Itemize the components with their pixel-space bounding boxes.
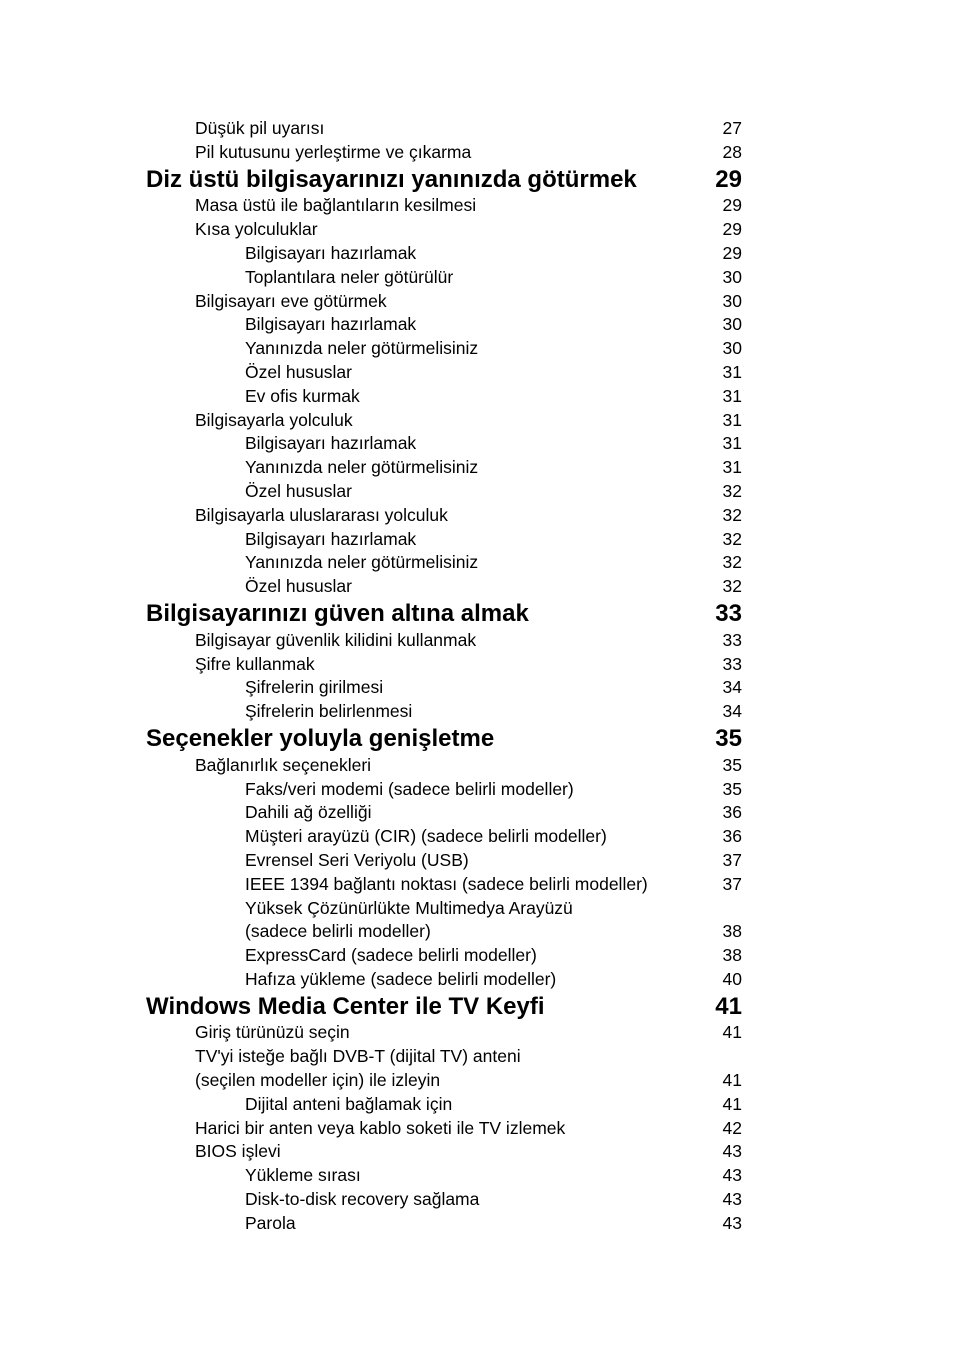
toc-subentry[interactable]: [0, 266, 954, 290]
toc-entry-page-number: 31: [722, 433, 742, 454]
toc-entry-page-number: 43: [722, 1141, 742, 1162]
toc-entry-title: Özel hususlar: [245, 576, 352, 597]
toc-entry-title: Ev ofis kurmak: [245, 385, 360, 406]
toc-entry-page-number: 41: [722, 1022, 742, 1043]
toc-entry-page-number: 32: [722, 528, 742, 549]
toc-entry-title: Şifre kullanmak: [195, 653, 315, 674]
toc-entry-title: Bilgisayarı eve götürmek: [195, 290, 387, 311]
toc-entry-page-number: 35: [722, 754, 742, 775]
toc-entry-page-number: 34: [722, 677, 742, 698]
toc-subentry[interactable]: [0, 825, 954, 849]
toc-entry[interactable]: [0, 1140, 954, 1164]
toc-entry-title: Dijital anteni bağlamak için: [245, 1093, 453, 1114]
toc-subentry[interactable]: [0, 920, 954, 944]
toc-entry[interactable]: [0, 409, 954, 433]
toc-subentry[interactable]: [0, 897, 954, 921]
toc-entry-title: Özel hususlar: [245, 480, 352, 501]
toc-entry[interactable]: [0, 629, 954, 653]
toc-entry[interactable]: [0, 218, 954, 242]
toc-entry-title: Bilgisayarla uluslararası yolculuk: [195, 504, 448, 525]
toc-entry-title: (seçilen modeller için) ile izleyin: [195, 1070, 441, 1091]
toc-entry-title: Yanınızda neler götürmelisiniz: [245, 457, 479, 478]
toc-entry-title: Harici bir anten veya kablo soketi ile TV izlemek: [195, 1117, 566, 1138]
toc-subentry[interactable]: [0, 968, 954, 992]
toc-heading[interactable]: [0, 165, 954, 195]
toc-entry-title: Bilgisayar güvenlik kilidini kullanmak: [195, 629, 477, 650]
toc-entry-page-number: 32: [722, 552, 742, 573]
toc-entry-page-number: 36: [722, 802, 742, 823]
toc-entry[interactable]: [0, 141, 954, 165]
toc-entry-page-number: 30: [722, 338, 742, 359]
toc-entry-page-number: 38: [722, 921, 742, 942]
toc-entry-page-number: 41: [715, 992, 742, 1020]
toc-subentry[interactable]: [0, 1164, 954, 1188]
toc-entry-title: Şifrelerin belirlenmesi: [245, 701, 413, 722]
toc-entry-page-number: 36: [722, 826, 742, 847]
toc-entry-page-number: 33: [715, 599, 742, 627]
toc-entry-title: Yükleme sırası: [245, 1165, 361, 1186]
toc-entry-title: Düşük pil uyarısı: [195, 118, 325, 138]
toc-entry-page-number: 43: [722, 1212, 742, 1233]
toc-subentry[interactable]: [0, 242, 954, 266]
toc-entry-title: ExpressCard (sadece belirli modeller): [245, 945, 537, 966]
toc-entry-title: Yüksek Çözünürlükte Multimedya Arayüzü: [245, 897, 573, 918]
toc-subentry[interactable]: [0, 361, 954, 385]
toc-entry[interactable]: [0, 653, 954, 677]
toc-entry-title: BIOS işlevi: [195, 1141, 281, 1162]
toc-entry-title: Bilgisayarla yolculuk: [195, 409, 353, 430]
toc-subentry[interactable]: [0, 528, 954, 552]
toc-entry-page-number: 31: [722, 409, 742, 430]
toc-entry-page-number: 30: [722, 266, 742, 287]
toc-subentry[interactable]: [0, 676, 954, 700]
toc-entry-page-number: 37: [722, 873, 742, 894]
toc-entry-page-number: 35: [722, 778, 742, 799]
toc-entry-title: Bilgisayarınızı güven altına almak: [146, 599, 529, 627]
toc-subentry[interactable]: [0, 944, 954, 968]
toc-entry-page-number: 38: [722, 945, 742, 966]
toc-entry-title: Hafıza yükleme (sadece belirli modeller): [245, 968, 557, 989]
toc-entry-title: Dahili ağ özelliği: [245, 802, 372, 823]
toc-subentry[interactable]: [0, 432, 954, 456]
toc-entry-title: Masa üstü ile bağlantıların kesilmesi: [195, 195, 477, 216]
toc-entry-page-number: 27: [722, 118, 742, 138]
toc-entry-page-number: 31: [722, 385, 742, 406]
toc-entry[interactable]: [0, 1045, 954, 1069]
toc-entry-title: Evrensel Seri Veriyolu (USB): [245, 849, 469, 870]
toc-entry[interactable]: [0, 1117, 954, 1141]
toc-entry-title: Windows Media Center ile TV Keyfi: [146, 992, 545, 1020]
toc-entry[interactable]: [0, 754, 954, 778]
toc-entry-page-number: 33: [722, 629, 742, 650]
toc-entry-title: Parola: [245, 1212, 296, 1233]
toc-entry-page-number: 29: [715, 165, 742, 193]
toc-entry-title: Bilgisayarı hazırlamak: [245, 314, 417, 335]
toc-entry-title: Bilgisayarı hazırlamak: [245, 528, 417, 549]
toc-entry-title: Diz üstü bilgisayarınızı yanınızda götürmek: [146, 165, 637, 193]
toc-entry-page-number: 32: [722, 576, 742, 597]
toc-subentry[interactable]: [0, 385, 954, 409]
toc-subentry[interactable]: [0, 1093, 954, 1117]
toc-entry-page-number: 29: [722, 242, 742, 263]
toc-entry-page-number: 30: [722, 314, 742, 335]
toc-entry-title: Şifrelerin girilmesi: [245, 677, 384, 698]
toc-entry-title: Özel hususlar: [245, 361, 352, 382]
toc-entry[interactable]: [0, 1021, 954, 1045]
toc-entry-title: Bağlanırlık seçenekleri: [195, 754, 372, 775]
toc-entry-page-number: 34: [722, 701, 742, 722]
toc-subentry[interactable]: [0, 575, 954, 599]
toc-subentry[interactable]: [0, 480, 954, 504]
toc-entry-page-number: 43: [722, 1165, 742, 1186]
toc-entry-title: Seçenekler yoluyla genişletme: [146, 724, 495, 752]
toc-entry-title: Kısa yolculuklar: [195, 219, 318, 240]
toc-heading[interactable]: [0, 992, 954, 1022]
toc-entry-title: Toplantılara neler götürülür: [245, 266, 454, 287]
toc-entry-page-number: 43: [722, 1189, 742, 1210]
toc-entry-title: TV'yi isteğe bağlı DVB-T (dijital TV) anteni: [195, 1046, 521, 1067]
toc-subentry[interactable]: [0, 456, 954, 480]
toc-entry-page-number: 31: [722, 457, 742, 478]
toc-subentry[interactable]: [0, 801, 954, 825]
toc-subentry[interactable]: [0, 551, 954, 575]
toc-entry-page-number: 29: [722, 195, 742, 216]
toc-subentry[interactable]: [0, 1212, 954, 1236]
toc-entry-page-number: 41: [722, 1070, 742, 1091]
toc-entry-page-number: 35: [715, 724, 742, 752]
toc-subentry[interactable]: [0, 873, 954, 897]
toc-entry-page-number: 40: [722, 968, 742, 989]
toc-entry-page-number: 28: [722, 141, 742, 162]
toc-entry-page-number: 32: [722, 480, 742, 501]
toc-entry-title: Yanınızda neler götürmelisiniz: [245, 338, 479, 359]
toc-entry-title: IEEE 1394 bağlantı noktası (sadece belirli modeller): [245, 873, 648, 894]
toc-heading[interactable]: [0, 724, 954, 754]
toc-entry[interactable]: [0, 194, 954, 218]
toc-entry-title: Pil kutusunu yerleştirme ve çıkarma: [195, 141, 472, 162]
toc-subentry[interactable]: [0, 313, 954, 337]
toc-entry-title: Bilgisayarı hazırlamak: [245, 242, 417, 263]
toc-entry-page-number: 29: [722, 219, 742, 240]
toc-entry-page-number: 41: [722, 1093, 742, 1114]
toc-heading[interactable]: [0, 599, 954, 629]
toc-entry-page-number: 30: [722, 290, 742, 311]
toc-entry-title: Giriş türünüzü seçin: [195, 1022, 350, 1043]
toc-entry-title: Disk-to-disk recovery sağlama: [245, 1189, 480, 1210]
toc-entry-page-number: 32: [722, 504, 742, 525]
toc-entry[interactable]: [0, 290, 954, 314]
toc-entry-title: Yanınızda neler götürmelisiniz: [245, 552, 479, 573]
toc-entry-page-number: 37: [722, 849, 742, 870]
toc-entry-page-number: 42: [722, 1117, 742, 1138]
toc-entry-page-number: 33: [722, 653, 742, 674]
toc-entry-title: (sadece belirli modeller): [245, 921, 431, 942]
toc-subentry[interactable]: [0, 778, 954, 802]
toc-entry[interactable]: [0, 504, 954, 528]
toc-entry-page-number: 31: [722, 361, 742, 382]
toc-entry-title: Bilgisayarı hazırlamak: [245, 433, 417, 454]
toc-subentry[interactable]: [0, 1188, 954, 1212]
toc-subentry[interactable]: [0, 337, 954, 361]
toc-subentry[interactable]: [0, 700, 954, 724]
toc-entry-title: Müşteri arayüzü (CIR) (sadece belirli modeller): [245, 826, 607, 847]
toc-entry-title: Faks/veri modemi (sadece belirli modeller): [245, 778, 574, 799]
toc-entry[interactable]: [0, 117, 954, 141]
toc-entry[interactable]: [0, 1069, 954, 1093]
table-of-contents: [0, 117, 954, 1236]
toc-subentry[interactable]: [0, 849, 954, 873]
